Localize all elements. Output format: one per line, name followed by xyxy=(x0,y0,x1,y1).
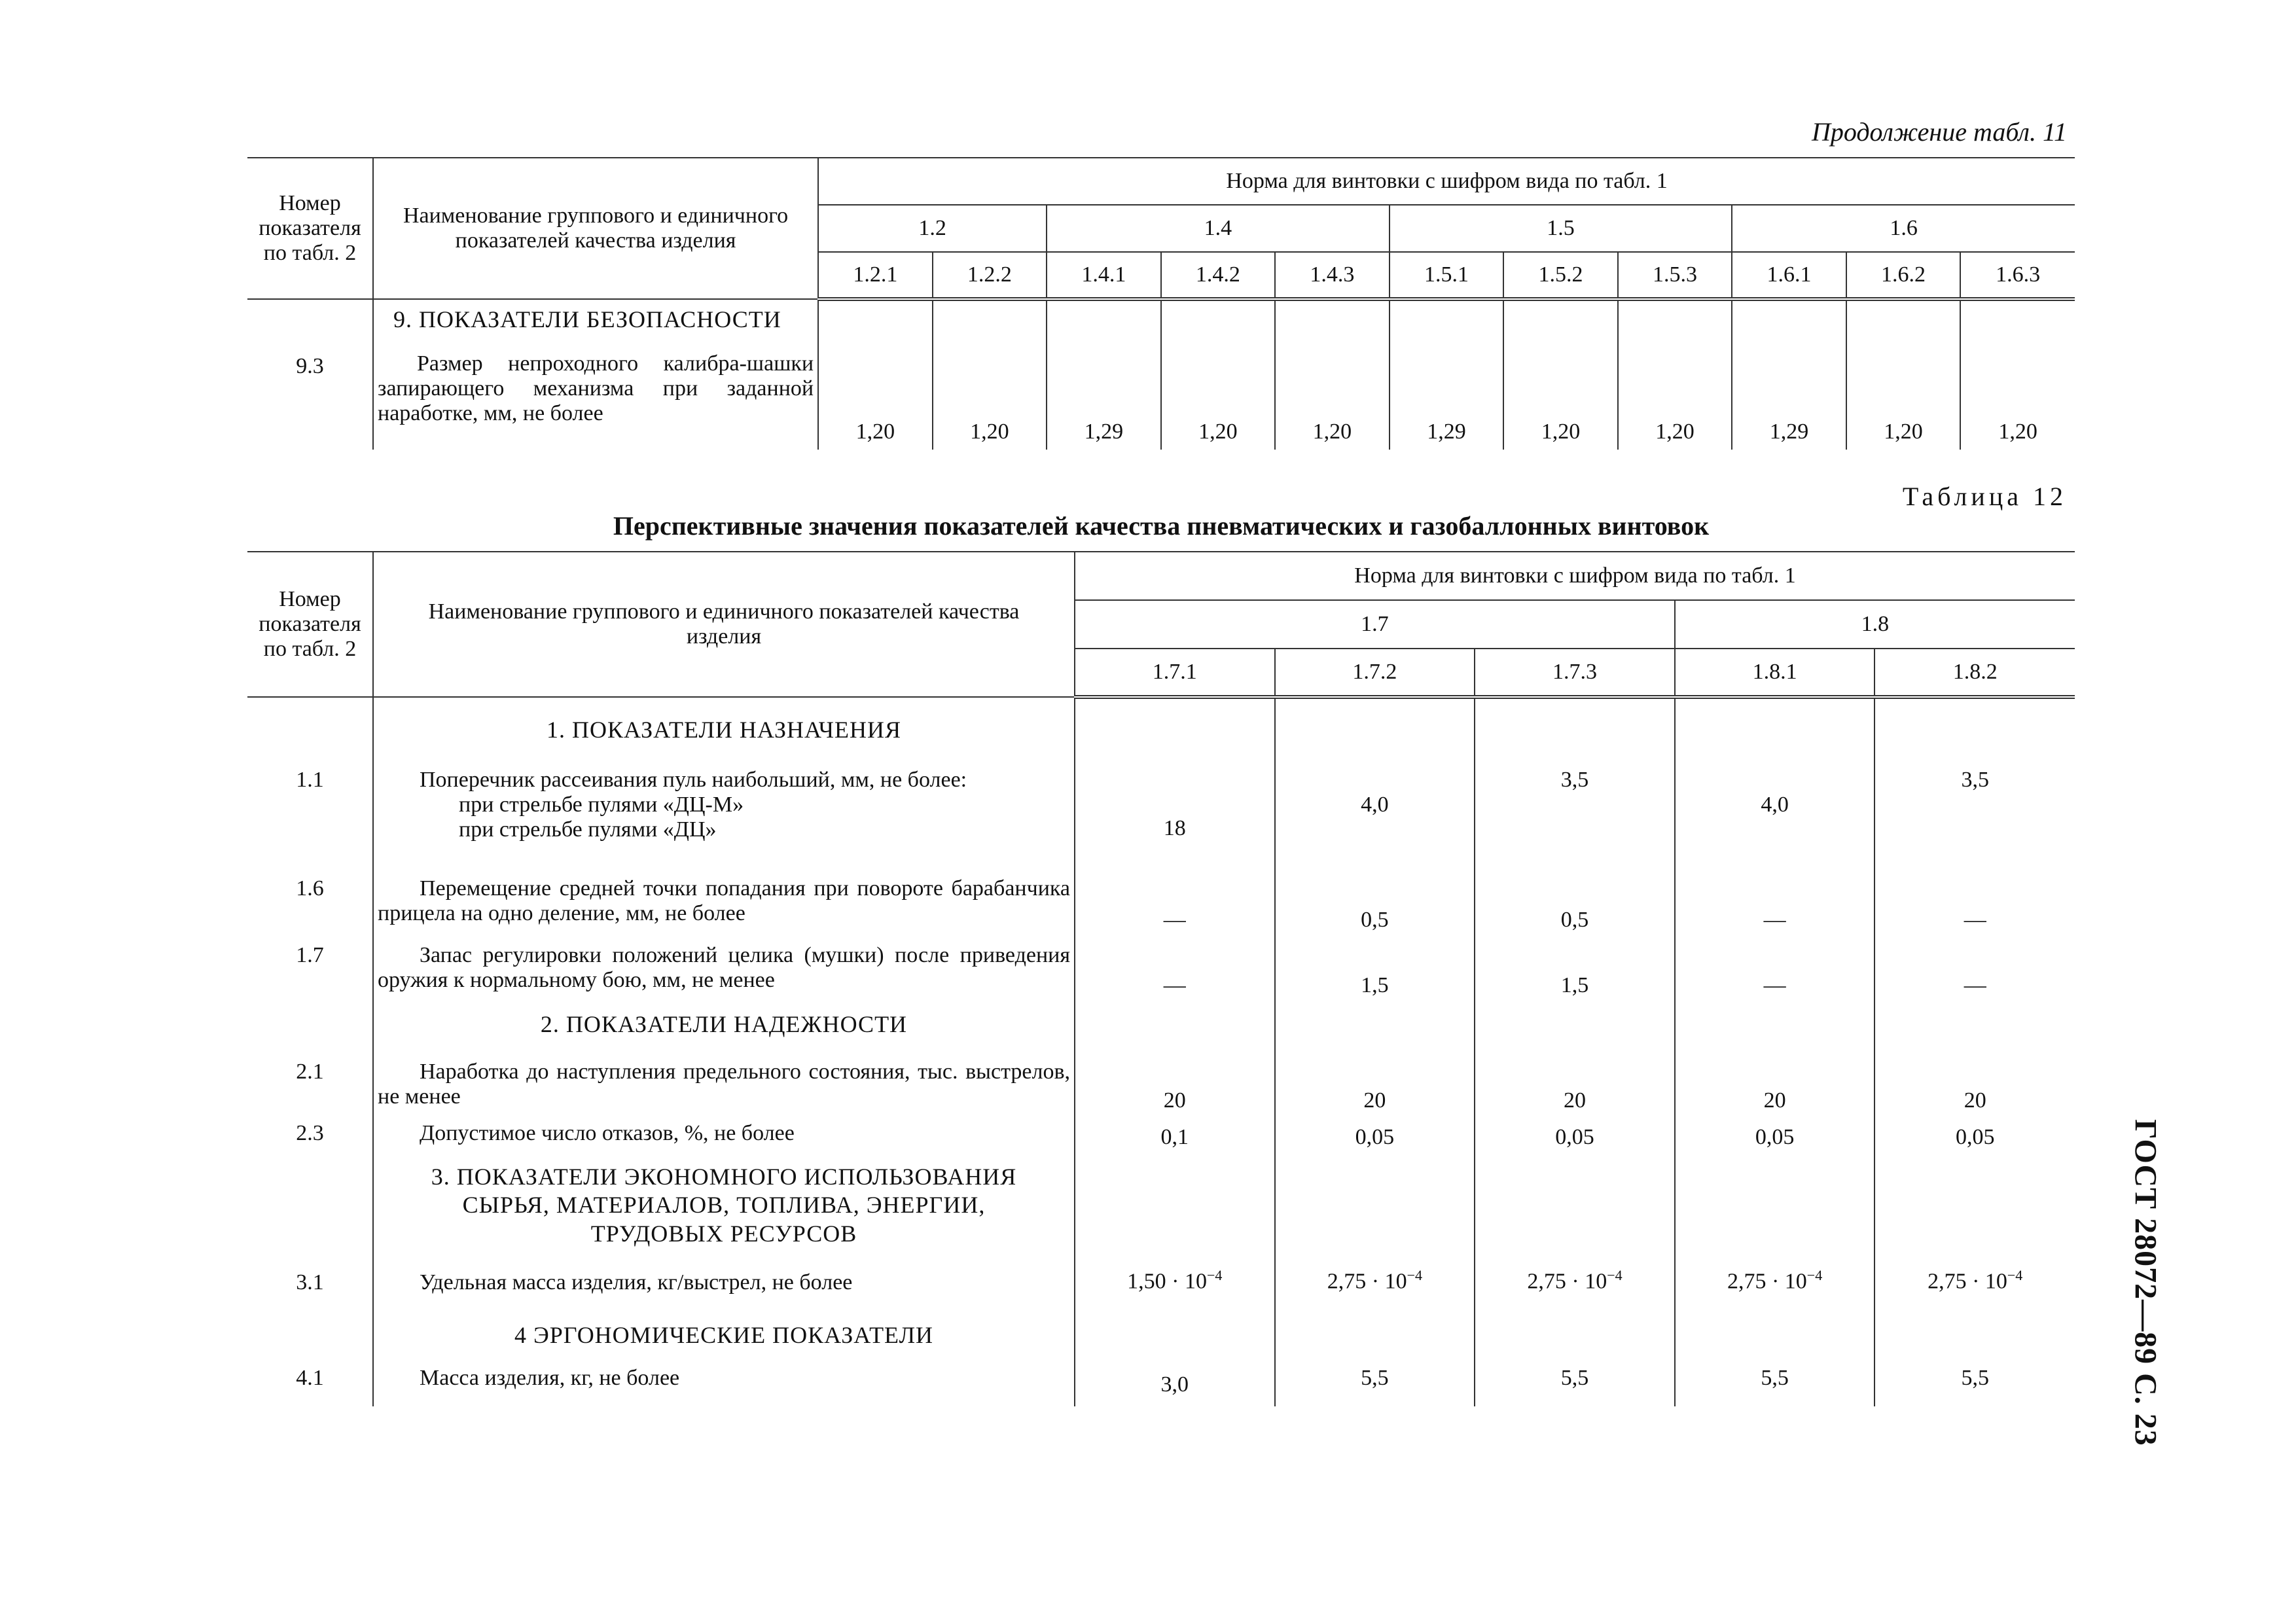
cell-value: 20 xyxy=(1075,1050,1275,1113)
subcol-header: 1.2.1 xyxy=(818,252,933,299)
col-header-number: Номер показателя по табл. 2 xyxy=(247,158,373,299)
cell-value: 5,5 xyxy=(1275,1363,1475,1406)
cell-value: 0,1 xyxy=(1075,1113,1275,1150)
norm-header: Норма для винтовки с шифром вида по табл. 1 xyxy=(1075,552,2075,600)
cell-value: 4,0 xyxy=(1275,762,1475,867)
cell-value: — xyxy=(1874,867,2075,933)
group-header: 1.8 xyxy=(1675,600,2075,649)
cell-value: — xyxy=(1874,933,2075,998)
cell-value: 0,5 xyxy=(1275,867,1475,933)
cell-value: 0,05 xyxy=(1475,1113,1675,1150)
row-name: Перемещение средней точки попадания при повороте барабанчика прицела на одно деление, мм, не более xyxy=(373,867,1075,933)
cell-value: 1,20 xyxy=(1503,340,1618,450)
section-heading-line: СЫРЬЯ, МАТЕРИАЛОВ, ТОПЛИВА, ЭНЕРГИИ, xyxy=(462,1192,986,1219)
subcol-header: 1.2.2 xyxy=(933,252,1047,299)
cell-value: 1,20 xyxy=(933,340,1047,450)
cell-value: 3,0 xyxy=(1075,1363,1275,1406)
row-name: Запас регулировки положений целика (мушки) после приведения оружия к нормальному бою, мм, не менее xyxy=(373,933,1075,998)
cell-value: 20 xyxy=(1874,1050,2075,1113)
subcol-header: 1.6.3 xyxy=(1960,252,2075,299)
row-name-text: Поперечник рассеивания пуль наибольший, мм, не более: xyxy=(420,768,967,792)
row-number: 4.1 xyxy=(296,1366,324,1390)
section-heading-line: ТРУДОВЫХ РЕСУРСОВ xyxy=(590,1220,857,1247)
subcol-header: 1.5.2 xyxy=(1503,252,1618,299)
subcol-header: 1.4.1 xyxy=(1047,252,1161,299)
cell-value: $2,75 \cdot 10^{-4}$ xyxy=(1475,1261,1675,1307)
table-12-label: Таблица 12 xyxy=(1902,482,2067,511)
cell-value: $1,50 \cdot 10^{-4}$ xyxy=(1075,1261,1275,1307)
section-heading xyxy=(373,1150,1075,1261)
row-name: Допустимое число отказов, %, не более xyxy=(373,1113,1075,1150)
cell-value: 1,29 xyxy=(1390,340,1504,450)
cell-value: 3,5 xyxy=(1874,762,2075,867)
section-heading: 9. ПОКАЗАТЕЛИ БЕЗОПАСНОСТИ xyxy=(373,299,818,340)
cell-value: $2,75 \cdot 10^{-4}$ xyxy=(1275,1261,1475,1307)
cell-value: 20 xyxy=(1475,1050,1675,1113)
cell-value: — xyxy=(1675,867,1875,933)
col-header-number: Номер показателя по табл. 2 xyxy=(247,552,373,697)
cell-value: 0,05 xyxy=(1275,1113,1475,1150)
subcol-header: 1.5.3 xyxy=(1618,252,1732,299)
row-number: 1.1 xyxy=(296,768,324,792)
cell-value: 0,05 xyxy=(1675,1113,1875,1150)
table-12-title: Перспективные значения показателей качества пневматических и газобаллонных винтовок xyxy=(613,511,1710,541)
row-name: Наработка до наступления предельного состояния, тыс. выстрелов, не менее xyxy=(373,1050,1075,1113)
cell-value: 5,5 xyxy=(1675,1363,1875,1406)
row-number: 2.1 xyxy=(296,1060,324,1084)
cell-value: 1,5 xyxy=(1475,933,1675,998)
row-name: Размер непроходного калибра-шашки запирающего механизма при заданной наработке, мм, не более xyxy=(373,340,818,450)
section-heading: 2. ПОКАЗАТЕЛИ НАДЕЖНОСТИ xyxy=(373,998,1075,1050)
group-header: 1.2 xyxy=(818,205,1047,252)
section-heading: 4 ЭРГОНОМИЧЕСКИЕ ПОКАЗАТЕЛИ xyxy=(373,1307,1075,1363)
subcol-header: 1.8.1 xyxy=(1675,649,1875,697)
group-header: 1.4 xyxy=(1047,205,1390,252)
row-subitem: при стрельбе пулями «ДЦ» xyxy=(459,817,717,842)
row-number: 9.3 xyxy=(296,354,324,378)
cell-value: 1,29 xyxy=(1732,340,1846,450)
cell-value: 18 xyxy=(1075,762,1275,867)
group-header: 1.5 xyxy=(1390,205,1732,252)
row-name: Масса изделия, кг, не более xyxy=(373,1363,1075,1406)
table-12 xyxy=(247,551,2075,1406)
subcol-header: 1.6.1 xyxy=(1732,252,1846,299)
row-number: 3.1 xyxy=(296,1270,324,1294)
col-header-name: Наименование группового и единичного показателей качества изделия xyxy=(373,552,1075,697)
continuation-label: Продолжение табл. 11 xyxy=(1811,117,2067,147)
group-header: 1.7 xyxy=(1075,600,1675,649)
cell-value: — xyxy=(1675,933,1875,998)
cell-value: 1,20 xyxy=(1161,340,1276,450)
subcol-header: 1.5.1 xyxy=(1390,252,1504,299)
cell-value: 1,5 xyxy=(1275,933,1475,998)
cell-value: 1,20 xyxy=(1846,340,1961,450)
cell-value: 1,20 xyxy=(818,340,933,450)
subcol-header: 1.4.3 xyxy=(1275,252,1390,299)
table-11 xyxy=(247,157,2075,450)
cell-value: 4,0 xyxy=(1675,762,1875,867)
cell-value: 0,5 xyxy=(1475,867,1675,933)
row-name: Удельная масса изделия, кг/выстрел, не более xyxy=(373,1261,1075,1307)
row-number: 1.7 xyxy=(296,943,324,967)
cell-value: 1,20 xyxy=(1618,340,1732,450)
cell-value: $2,75 \cdot 10^{-4}$ xyxy=(1675,1261,1875,1307)
document-side-code: ГОСТ 28072—89 С. 23 xyxy=(2128,1119,2163,1446)
cell-value: 20 xyxy=(1675,1050,1875,1113)
subcol-header: 1.6.2 xyxy=(1846,252,1961,299)
row-number: 1.6 xyxy=(296,876,324,901)
col-header-name: Наименование группового и единичного показателей качества изделия xyxy=(373,158,818,299)
cell-value: 3,5 xyxy=(1475,762,1675,867)
row-name xyxy=(373,762,1075,867)
subcol-header: 1.7.3 xyxy=(1475,649,1675,697)
cell-value: 0,05 xyxy=(1874,1113,2075,1150)
section-heading-line: 3. ПОКАЗАТЕЛИ ЭКОНОМНОГО ИСПОЛЬЗОВАНИЯ xyxy=(431,1164,1017,1190)
row-subitem: при стрельбе пулями «ДЦ-М» xyxy=(459,793,744,817)
cell-value: — xyxy=(1075,933,1275,998)
subcol-header: 1.8.2 xyxy=(1874,649,2075,697)
cell-value: 5,5 xyxy=(1475,1363,1675,1406)
group-header: 1.6 xyxy=(1732,205,2075,252)
norm-header: Норма для винтовки с шифром вида по табл. 1 xyxy=(818,158,2075,205)
cell-value: 5,5 xyxy=(1874,1363,2075,1406)
cell-value: $2,75 \cdot 10^{-4}$ xyxy=(1874,1261,2075,1307)
cell-value: 1,20 xyxy=(1275,340,1390,450)
subcol-header: 1.7.1 xyxy=(1075,649,1275,697)
section-heading: 1. ПОКАЗАТЕЛИ НАЗНАЧЕНИЯ xyxy=(373,697,1075,762)
subcol-header: 1.4.2 xyxy=(1161,252,1276,299)
row-number: 2.3 xyxy=(296,1121,324,1145)
cell-value: 20 xyxy=(1275,1050,1475,1113)
cell-value: 1,20 xyxy=(1960,340,2075,450)
subcol-header: 1.7.2 xyxy=(1275,649,1475,697)
cell-value: 1,29 xyxy=(1047,340,1161,450)
cell-value: — xyxy=(1075,867,1275,933)
